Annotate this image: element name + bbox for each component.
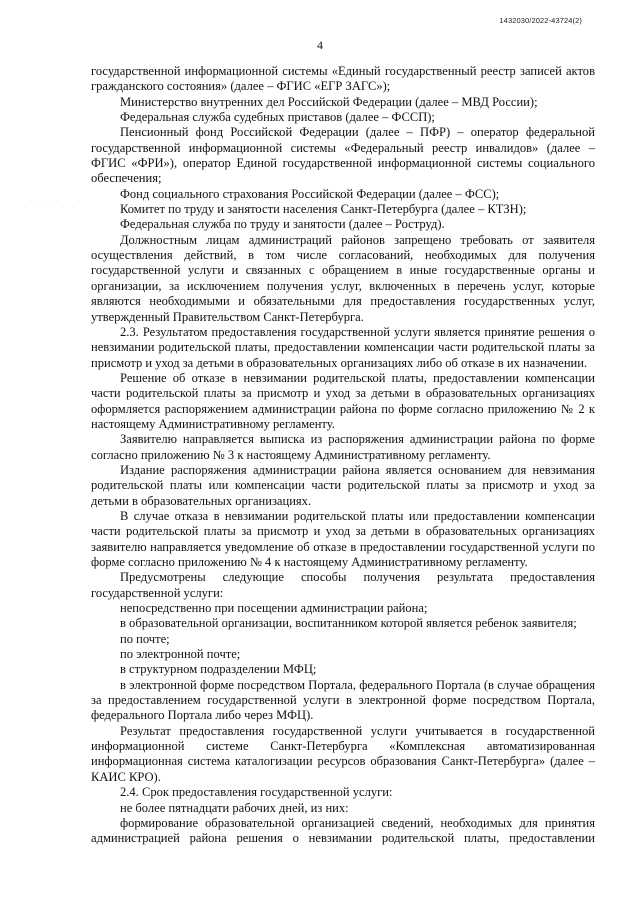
paragraph: Предусмотрены следующие способы получения результата предоставления государственной услуги: — [91, 570, 595, 600]
paragraph: Издание распоряжения администрации района является основанием для невзимания родительской платы или компенсации части родительской платы за присмотр и уход за детьми в образовательных организациях. — [91, 462, 595, 508]
paragraph: Пенсионный фонд Российской Федерации (далее – ПФР) – оператор федеральной государственной информационной системы «Федеральный реестр инвалидов» (далее – ФГИС «ФРИ»), оператор Единой государственной информационной системы социального обеспечения; — [91, 125, 595, 186]
paragraph: формирование образовательной организацией сведений, необходимых для принятия администрацией района решения о невзимании родительской платы, предоставлении — [91, 815, 595, 846]
document-registration-number: 1432030/2022-43724(2) — [499, 16, 582, 25]
paragraph: Федеральная служба по труду и занятости (далее – Роструд). — [120, 217, 445, 232]
list-item: в образовательной организации, воспитанником которой является ребенок заявителя; — [120, 616, 577, 631]
paragraph: не более пятнадцати рабочих дней, из них: — [120, 800, 349, 815]
section-2-3-paragraph: 2.3. Результатом предоставления государственной услуги является принятие решения о невзимании родительской платы, предоставлении компенсации части родительской платы за присмотр и уход за детьми в образовательных организациях либо об отказе в их назначении. — [91, 324, 595, 370]
section-2-4-heading: 2.4. Срок предоставления государственной услуги: — [120, 785, 393, 800]
paragraph: Комитет по труду и занятости населения Санкт-Петербурга (далее – КТЗН); — [120, 202, 527, 217]
document-body — [91, 64, 595, 847]
paragraph: Заявителю направляется выписка из распоряжения администрации района по форме согласно приложению № 3 к настоящему Административному регламенту. — [91, 432, 595, 462]
page-number: 4 — [317, 38, 323, 52]
list-item: в электронной форме посредством Портала, федерального Портала (в случае обращения за предоставлением государственной услуги в электронной форме посредством Портала, федерального Портала либо через МФЦ). — [91, 677, 595, 723]
list-item: по почте; — [120, 631, 170, 646]
paragraph: Решение об отказе в невзимании родительской платы, предоставлении компенсации части родительской платы за присмотр и уход за детьми в образовательных организациях оформляется распоряжением администрации района по форме согласно приложению № 2 к настоящему Административному регламенту. — [91, 370, 595, 431]
list-item: по электронной почте; — [120, 647, 241, 662]
paragraph: Федеральная служба судебных приставов (далее – ФССП); — [120, 110, 435, 125]
list-item: в структурном подразделении МФЦ; — [120, 662, 317, 677]
paragraph: Министерство внутренних дел Российской Федерации (далее – МВД России); — [120, 94, 538, 109]
list-item: непосредственно при посещении администрации района; — [120, 601, 428, 616]
scan-artifact: · · · · · · — [24, 205, 77, 211]
paragraph: Фонд социального страхования Российской Федерации (далее – ФСС); — [120, 186, 500, 201]
paragraph: Результат предоставления государственной услуги учитывается в государственной информационной системе Санкт-Петербурга «Комплексная автоматизированная информационная система каталогизации ресурсов образования Санкт-Петербурга» (далее – КАИС КРО). — [91, 723, 595, 784]
paragraph: Должностным лицам администраций районов запрещено требовать от заявителя осуществления действий, в том числе согласований, необходимых для получения государственной услуги и связанных с обращением в иные государственные органы и организации, за исключением получения услуг, включенных в перечень услуг, которые являются необходимыми и обязательными для предоставления государственных услуг, утвержденный Правительством Санкт-Петербурга. — [91, 232, 595, 324]
paragraph: В случае отказа в невзимании родительской платы или предоставлении компенсации части родительской платы за присмотр и уход за детьми в образовательных организациях заявителю направляется уведомление об отказе в предоставлении государственной услуги по форме согласно приложению № 4 к настоящему Административному регламенту. — [91, 508, 595, 569]
paragraph: государственной информационной системы «Единый государственный реестр записей актов гражданского состояния» (далее – ФГИС «ЕГР ЗАГС»); — [91, 64, 595, 94]
